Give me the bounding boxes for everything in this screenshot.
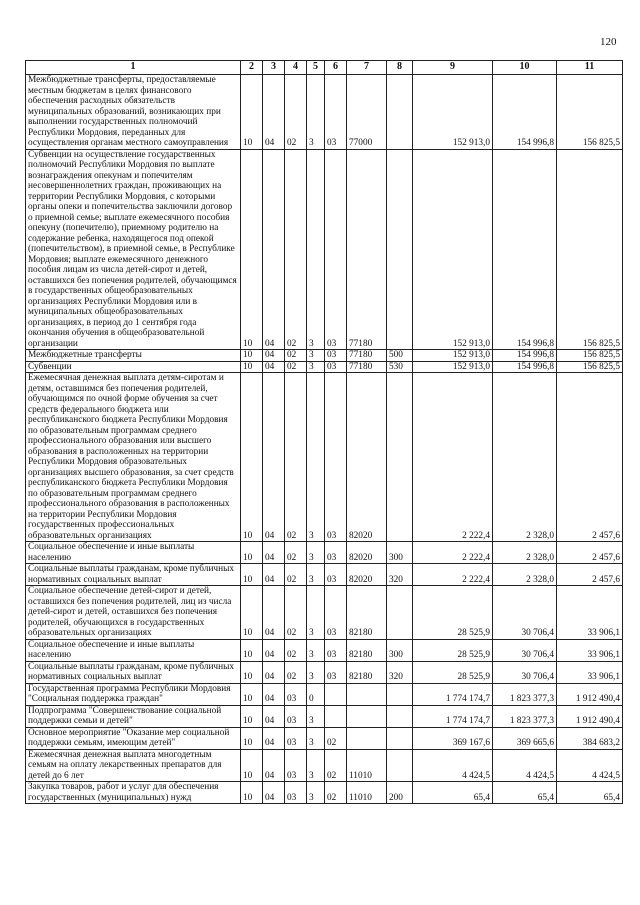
amount-cell: 2 457,6 <box>557 542 623 564</box>
code-cell: 10 <box>241 782 263 804</box>
code-cell: 11010 <box>347 782 387 804</box>
header-cell: 8 <box>387 61 413 75</box>
code-cell: 04 <box>263 75 285 150</box>
amount-cell: 65,4 <box>413 782 493 804</box>
amount-cell: 2 222,4 <box>413 373 493 542</box>
code-cell <box>387 373 413 542</box>
code-cell: 02 <box>285 639 307 661</box>
table-row <box>26 75 623 150</box>
code-cell: 03 <box>285 727 307 749</box>
amount-cell: 1 912 490,4 <box>557 683 623 705</box>
code-cell: 82180 <box>347 639 387 661</box>
code-cell <box>347 683 387 705</box>
code-cell: 02 <box>285 564 307 586</box>
amount-cell: 384 683,2 <box>557 727 623 749</box>
row-name-cell: Государственная программа Республики Мордовия "Социальная поддержка граждан" <box>26 683 241 705</box>
amount-cell: 30 706,4 <box>493 639 557 661</box>
code-cell: 82020 <box>347 542 387 564</box>
code-cell: 3 <box>307 705 325 727</box>
code-cell: 04 <box>263 639 285 661</box>
code-cell: 3 <box>307 749 325 782</box>
code-cell: 04 <box>263 749 285 782</box>
code-cell: 77180 <box>347 149 387 350</box>
amount-cell: 154 996,8 <box>493 350 557 362</box>
code-cell: 04 <box>263 705 285 727</box>
table-row <box>26 350 623 362</box>
table-row <box>26 749 623 782</box>
table-row <box>26 727 623 749</box>
amount-cell: 4 424,5 <box>493 749 557 782</box>
amount-cell: 154 996,8 <box>493 361 557 373</box>
row-name-cell: Подпрограмма "Совершенствование социальной поддержки семьи и детей" <box>26 705 241 727</box>
code-cell: 82020 <box>347 564 387 586</box>
header-cell: 3 <box>263 61 285 75</box>
code-cell: 02 <box>325 782 347 804</box>
amount-cell: 28 525,9 <box>413 639 493 661</box>
amount-cell: 33 906,1 <box>557 639 623 661</box>
budget-table <box>25 60 623 804</box>
code-cell: 02 <box>285 586 307 640</box>
amount-cell: 152 913,0 <box>413 149 493 350</box>
amount-cell: 2 222,4 <box>413 542 493 564</box>
amount-cell: 369 167,6 <box>413 727 493 749</box>
code-cell: 10 <box>241 350 263 362</box>
code-cell: 0 <box>307 683 325 705</box>
amount-cell: 2 328,0 <box>493 564 557 586</box>
code-cell: 3 <box>307 149 325 350</box>
amount-cell: 1 774 174,7 <box>413 705 493 727</box>
row-name-cell: Социальное обеспечение и иные выплаты населению <box>26 639 241 661</box>
table-row <box>26 661 623 683</box>
amount-cell: 156 825,5 <box>557 75 623 150</box>
code-cell: 02 <box>285 542 307 564</box>
header-cell: 10 <box>493 61 557 75</box>
code-cell: 77000 <box>347 75 387 150</box>
code-cell: 82020 <box>347 373 387 542</box>
code-cell: 10 <box>241 639 263 661</box>
code-cell: 200 <box>387 782 413 804</box>
row-name-cell: Межбюджетные трансферты <box>26 350 241 362</box>
code-cell <box>387 75 413 150</box>
code-cell: 82180 <box>347 661 387 683</box>
code-cell: 82180 <box>347 586 387 640</box>
code-cell: 300 <box>387 639 413 661</box>
code-cell: 04 <box>263 727 285 749</box>
code-cell: 10 <box>241 586 263 640</box>
code-cell: 3 <box>307 564 325 586</box>
code-cell <box>347 705 387 727</box>
row-name-cell: Социальные выплаты гражданам, кроме публичных нормативных социальных выплат <box>26 564 241 586</box>
code-cell: 04 <box>263 542 285 564</box>
code-cell <box>387 149 413 350</box>
header-cell: 1 <box>26 61 241 75</box>
code-cell: 03 <box>325 149 347 350</box>
amount-cell: 30 706,4 <box>493 586 557 640</box>
code-cell: 10 <box>241 705 263 727</box>
table-row <box>26 683 623 705</box>
code-cell: 300 <box>387 542 413 564</box>
code-cell: 3 <box>307 661 325 683</box>
amount-cell: 1 823 377,3 <box>493 705 557 727</box>
code-cell: 03 <box>325 75 347 150</box>
code-cell: 02 <box>285 75 307 150</box>
code-cell <box>387 683 413 705</box>
code-cell: 02 <box>285 373 307 542</box>
amount-cell: 154 996,8 <box>493 75 557 150</box>
code-cell <box>325 683 347 705</box>
code-cell: 10 <box>241 361 263 373</box>
table-row <box>26 542 623 564</box>
code-cell: 77180 <box>347 361 387 373</box>
code-cell: 3 <box>307 542 325 564</box>
amount-cell: 369 665,6 <box>493 727 557 749</box>
code-cell: 03 <box>325 361 347 373</box>
code-cell: 320 <box>387 661 413 683</box>
table-row <box>26 586 623 640</box>
table-row <box>26 564 623 586</box>
row-name-cell: Основное мероприятие "Оказание мер социальной поддержки семьям, имеющим детей" <box>26 727 241 749</box>
code-cell: 3 <box>307 373 325 542</box>
header-cell: 2 <box>241 61 263 75</box>
code-cell: 04 <box>263 373 285 542</box>
amount-cell: 28 525,9 <box>413 586 493 640</box>
code-cell: 10 <box>241 564 263 586</box>
header-cell: 9 <box>413 61 493 75</box>
code-cell: 10 <box>241 373 263 542</box>
code-cell: 10 <box>241 149 263 350</box>
row-name-cell: Межбюджетные трансферты, предоставляемые местным бюджетам в целях финансового обеспечения расходных обязательств муниципальных образований, возникающих при выполнении государственных полномочий Республики Мордовия, переданных для осуществления органам местного самоуправления <box>26 75 241 150</box>
code-cell: 04 <box>263 586 285 640</box>
code-cell: 03 <box>285 749 307 782</box>
code-cell: 03 <box>325 350 347 362</box>
amount-cell: 4 424,5 <box>557 749 623 782</box>
code-cell: 03 <box>285 683 307 705</box>
code-cell: 03 <box>325 542 347 564</box>
code-cell: 04 <box>263 782 285 804</box>
code-cell <box>387 586 413 640</box>
code-cell: 02 <box>325 749 347 782</box>
amount-cell: 156 825,5 <box>557 149 623 350</box>
table-row <box>26 705 623 727</box>
code-cell: 10 <box>241 542 263 564</box>
code-cell: 02 <box>285 149 307 350</box>
code-cell: 3 <box>307 782 325 804</box>
amount-cell: 2 457,6 <box>557 564 623 586</box>
code-cell: 10 <box>241 661 263 683</box>
code-cell: 02 <box>325 727 347 749</box>
amount-cell: 65,4 <box>493 782 557 804</box>
code-cell: 04 <box>263 683 285 705</box>
amount-cell: 4 424,5 <box>413 749 493 782</box>
code-cell: 320 <box>387 564 413 586</box>
table-row <box>26 373 623 542</box>
page-number: 120 <box>600 36 617 48</box>
amount-cell: 33 906,1 <box>557 661 623 683</box>
row-name-cell: Субвенции на осуществление государственных полномочий Республики Мордовия по выплате вознаграждения опекунам и попечителям несовершеннолетних граждан, проживающих на территории Республики Мордовия, с которыми органы опеки и попечительства заключили договор о приемной семье; выплате ежемесячного пособия опекуну (попечителю), приемному родителю на содержание ребенка, находящегося под опекой (попечительством), в приемной семье, в Республике Мордовия; выплате ежемесячного денежного пособия лицам из числа детей-сирот и детей, оставшихся без попечения родителей, обучающимся в государственных общеобразовательных организациях Республики Мордовия или в муниципальных общеобразовательных организациях, в период до 1 сентября года окончания обучения в общеобразовательной организации <box>26 149 241 350</box>
table-row <box>26 782 623 804</box>
code-cell: 10 <box>241 749 263 782</box>
code-cell: 04 <box>263 149 285 350</box>
code-cell <box>387 727 413 749</box>
code-cell: 02 <box>285 350 307 362</box>
amount-cell: 2 328,0 <box>493 542 557 564</box>
header-cell: 5 <box>307 61 325 75</box>
amount-cell: 152 913,0 <box>413 75 493 150</box>
amount-cell: 1 823 377,3 <box>493 683 557 705</box>
header-cell: 4 <box>285 61 307 75</box>
amount-cell: 65,4 <box>557 782 623 804</box>
code-cell: 03 <box>325 639 347 661</box>
table-row <box>26 361 623 373</box>
code-cell <box>325 705 347 727</box>
code-cell: 500 <box>387 350 413 362</box>
code-cell: 11010 <box>347 749 387 782</box>
code-cell: 03 <box>325 586 347 640</box>
code-cell <box>347 727 387 749</box>
code-cell: 02 <box>285 661 307 683</box>
code-cell: 3 <box>307 350 325 362</box>
amount-cell: 1 912 490,4 <box>557 705 623 727</box>
code-cell: 03 <box>285 782 307 804</box>
row-name-cell: Ежемесячная денежная выплата детям-сиротам и детям, оставшимся без попечения родителей, обучающимся по очной форме обучения за счет средств федерального бюджета или республиканского бюджета Республики Мордовия по образовательным программам среднего профессионального образования или высшего образования в расположенных на территории Республики Мордовия образовательных организациях высшего образования, за счет средств республиканского бюджета Республики Мордовия по образовательным программам среднего профессионального образования в расположенных на территории Республики Мордовия государственных профессиональных образовательных организациях <box>26 373 241 542</box>
code-cell: 3 <box>307 361 325 373</box>
table-row <box>26 149 623 350</box>
amount-cell: 152 913,0 <box>413 350 493 362</box>
header-cell: 11 <box>557 61 623 75</box>
amount-cell: 1 774 174,7 <box>413 683 493 705</box>
table-row <box>26 639 623 661</box>
row-name-cell: Социальное обеспечение и иные выплаты населению <box>26 542 241 564</box>
code-cell: 77180 <box>347 350 387 362</box>
code-cell: 10 <box>241 75 263 150</box>
row-name-cell: Социальные выплаты гражданам, кроме публичных нормативных социальных выплат <box>26 661 241 683</box>
amount-cell: 156 825,5 <box>557 350 623 362</box>
code-cell: 03 <box>325 564 347 586</box>
amount-cell: 156 825,5 <box>557 361 623 373</box>
row-name-cell: Ежемесячная денежная выплата многодетным семьям на оплату лекарственных препаратов для детей до 6 лет <box>26 749 241 782</box>
header-cell: 6 <box>325 61 347 75</box>
code-cell: 04 <box>263 564 285 586</box>
table-header-row <box>26 61 623 75</box>
amount-cell: 2 328,0 <box>493 373 557 542</box>
code-cell: 04 <box>263 661 285 683</box>
code-cell <box>387 705 413 727</box>
code-cell: 02 <box>285 361 307 373</box>
code-cell: 3 <box>307 727 325 749</box>
code-cell: 10 <box>241 683 263 705</box>
code-cell: 03 <box>325 661 347 683</box>
code-cell: 3 <box>307 586 325 640</box>
code-cell: 3 <box>307 639 325 661</box>
code-cell: 03 <box>325 373 347 542</box>
amount-cell: 2 457,6 <box>557 373 623 542</box>
row-name-cell: Закупка товаров, работ и услуг для обеспечения государственных (муниципальных) нужд <box>26 782 241 804</box>
code-cell: 530 <box>387 361 413 373</box>
amount-cell: 30 706,4 <box>493 661 557 683</box>
amount-cell: 154 996,8 <box>493 149 557 350</box>
amount-cell: 2 222,4 <box>413 564 493 586</box>
code-cell: 04 <box>263 350 285 362</box>
amount-cell: 152 913,0 <box>413 361 493 373</box>
code-cell: 10 <box>241 727 263 749</box>
amount-cell: 28 525,9 <box>413 661 493 683</box>
row-name-cell: Субвенции <box>26 361 241 373</box>
code-cell: 04 <box>263 361 285 373</box>
code-cell: 03 <box>285 705 307 727</box>
amount-cell: 33 906,1 <box>557 586 623 640</box>
code-cell: 3 <box>307 75 325 150</box>
row-name-cell: Социальное обеспечение детей-сирот и детей, оставшихся без попечения родителей, лиц из числа детей-сирот и детей, оставшихся без попечения родителей, обучающихся в государственных образовательных организациях <box>26 586 241 640</box>
code-cell <box>387 749 413 782</box>
header-cell: 7 <box>347 61 387 75</box>
